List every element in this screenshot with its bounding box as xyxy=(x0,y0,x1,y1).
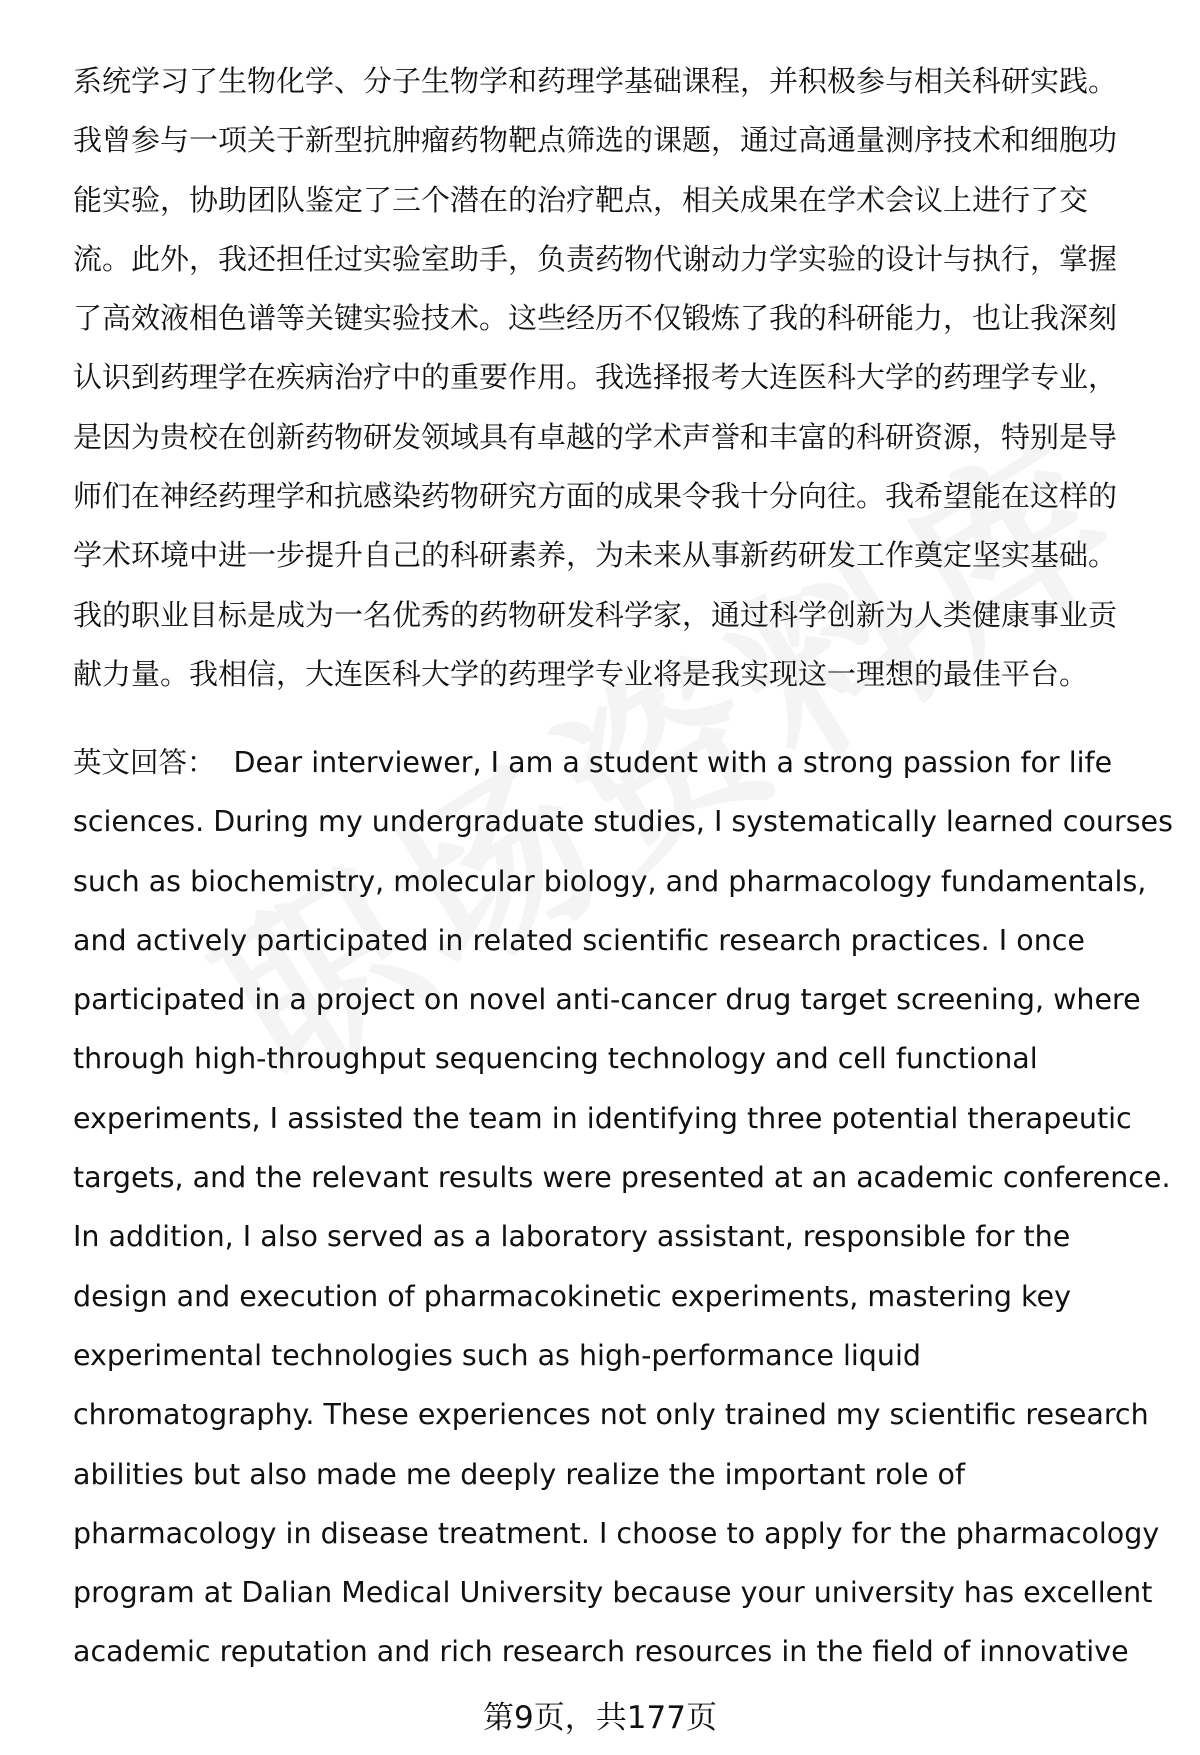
english-line: pharmacology in disease treatment. I choose to apply for the pharmacology xyxy=(73,1516,1160,1550)
chinese-line: 了高效液相色谱等关键实验技术。这些经历不仅锻炼了我的科研能力，也让我深刻 xyxy=(73,301,1118,336)
chinese-line: 师们在神经药理学和抗感染药物研究方面的成果令我十分向往。我希望能在这样的 xyxy=(73,479,1118,514)
english-line: participated in a project on novel anti-cancer drug target screening, where xyxy=(73,983,1141,1017)
english-line: through high-throughput sequencing technology and cell functional xyxy=(73,1042,1038,1076)
chinese-line: 认识到药理学在疾病治疗中的重要作用。我选择报考大连医科大学的药理学专业， xyxy=(73,360,1118,395)
english-line: abilities but also made me deeply realize the important role of xyxy=(73,1457,966,1491)
english-line-text: Dear interviewer, I am a student with a strong passion for life xyxy=(233,746,1113,779)
chinese-line: 系统学习了生物化学、分子生物学和药理学基础课程，并积极参与相关科研实践。 xyxy=(73,64,1118,98)
chinese-line: 是因为贵校在创新药物研发领域具有卓越的学术声誉和丰富的科研资源，特别是导 xyxy=(73,419,1118,454)
english-line: program at Dalian Medical University because your university has excellent xyxy=(73,1576,1153,1610)
english-line: sciences. During my undergraduate studies, I systematically learned courses xyxy=(73,805,1173,839)
chinese-line: 献力量。我相信，大连医科大学的药理学专业将是我实现这一理想的最佳平台。 xyxy=(73,656,1089,691)
english-line: experimental technologies such as high-performance liquid xyxy=(73,1338,921,1372)
chinese-line: 流。此外，我还担任过实验室助手，负责药物代谢动力学实验的设计与执行，掌握 xyxy=(73,241,1118,276)
page-number-footer: 第9页，共177页 xyxy=(483,1700,717,1736)
chinese-answer-paragraph xyxy=(73,52,1163,704)
english-line: In addition, I also served as a laboratory assistant, responsible for the xyxy=(73,1220,1071,1254)
chinese-line: 我曾参与一项关于新型抗肿瘤药物靶点筛选的课题，通过高通量测序技术和细胞功 xyxy=(73,123,1118,158)
english-answer-paragraph xyxy=(73,733,1173,1682)
english-line: design and execution of pharmacokinetic experiments, mastering key xyxy=(73,1279,1071,1313)
english-line: targets, and the relevant results were presented at an academic conference. xyxy=(73,1161,1171,1195)
chinese-line: 我的职业目标是成为一名优秀的药物研发科学家，通过科学创新为人类健康事业贡 xyxy=(73,597,1118,632)
english-line: academic reputation and rich research resources in the field of innovative xyxy=(73,1635,1129,1669)
english-line xyxy=(73,733,1163,792)
english-line: such as biochemistry, molecular biology, and pharmacology fundamentals, xyxy=(73,864,1147,898)
english-line: chromatography. These experiences not only trained my scientific research xyxy=(73,1398,1149,1432)
chinese-line: 能实验，协助团队鉴定了三个潜在的治疗靶点，相关成果在学术会议上进行了交 xyxy=(73,182,1089,217)
chinese-line: 学术环境中进一步提升自己的科研素养，为未来从事新药研发工作奠定坚实基础。 xyxy=(73,538,1118,573)
english-line: and actively participated in related scientific research practices. I once xyxy=(73,923,1085,957)
english-answer-label: 英文回答： xyxy=(73,746,216,779)
english-line: experiments, I assisted the team in identifying three potential therapeutic xyxy=(73,1101,1132,1135)
